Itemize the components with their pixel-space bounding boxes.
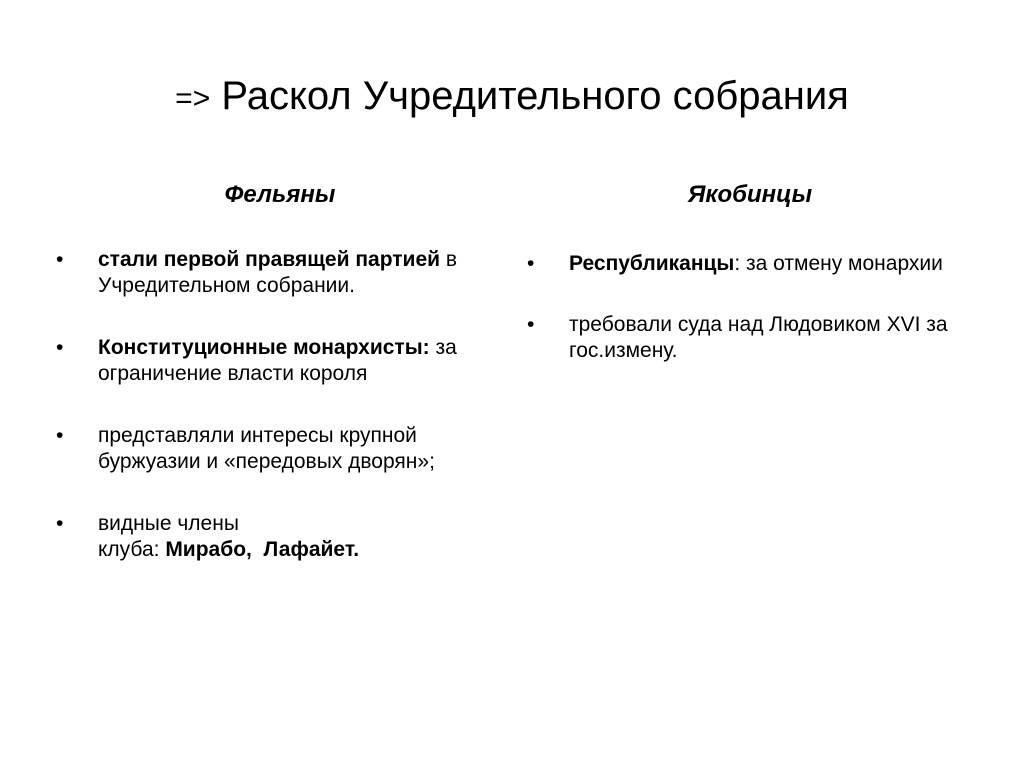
title-arrow: => [175, 82, 211, 115]
item-text: требовали суда над Людовиком XVI за гос.измену. [569, 313, 948, 362]
heading-jacobins: Якобинцы [687, 181, 813, 208]
bullet-icon: • [56, 424, 64, 447]
jacobins-list [527, 251, 967, 399]
heading-feuillants: Фельяны [224, 181, 336, 208]
item-text: представляли интересы крупной буржуазии и «передовых дворян»; [98, 424, 435, 473]
item-bold-text: Лафайет. [263, 538, 360, 561]
item-bold-text: Конституционные монархисты: [98, 336, 430, 359]
item-text: за ограничение власти короля [98, 336, 457, 385]
list-item [56, 423, 496, 475]
bullet-icon: • [56, 336, 64, 359]
item-bold-text: Мирабо, [165, 538, 252, 561]
bullet-icon: • [527, 313, 535, 336]
bullet-icon: • [527, 252, 535, 275]
item-text: видные члены [98, 512, 239, 535]
item-bold-text: стали первой правящей партией [98, 248, 441, 271]
bullet-icon: • [56, 248, 64, 271]
feuillants-list [56, 247, 496, 599]
item-text: в Учредительном собрании. [98, 248, 458, 297]
item-text: клуба: [98, 538, 166, 561]
bullet-icon: • [56, 512, 64, 535]
title-text: Раскол Учредительного собрания [221, 74, 849, 118]
slide-title [0, 70, 1024, 125]
item-text: : за отмену монархии [734, 252, 943, 275]
list-item [527, 251, 967, 277]
item-bold-text: Республиканцы [569, 252, 735, 275]
list-item [527, 312, 967, 364]
list-item [56, 247, 496, 299]
list-item [56, 511, 496, 563]
list-item [56, 335, 496, 387]
